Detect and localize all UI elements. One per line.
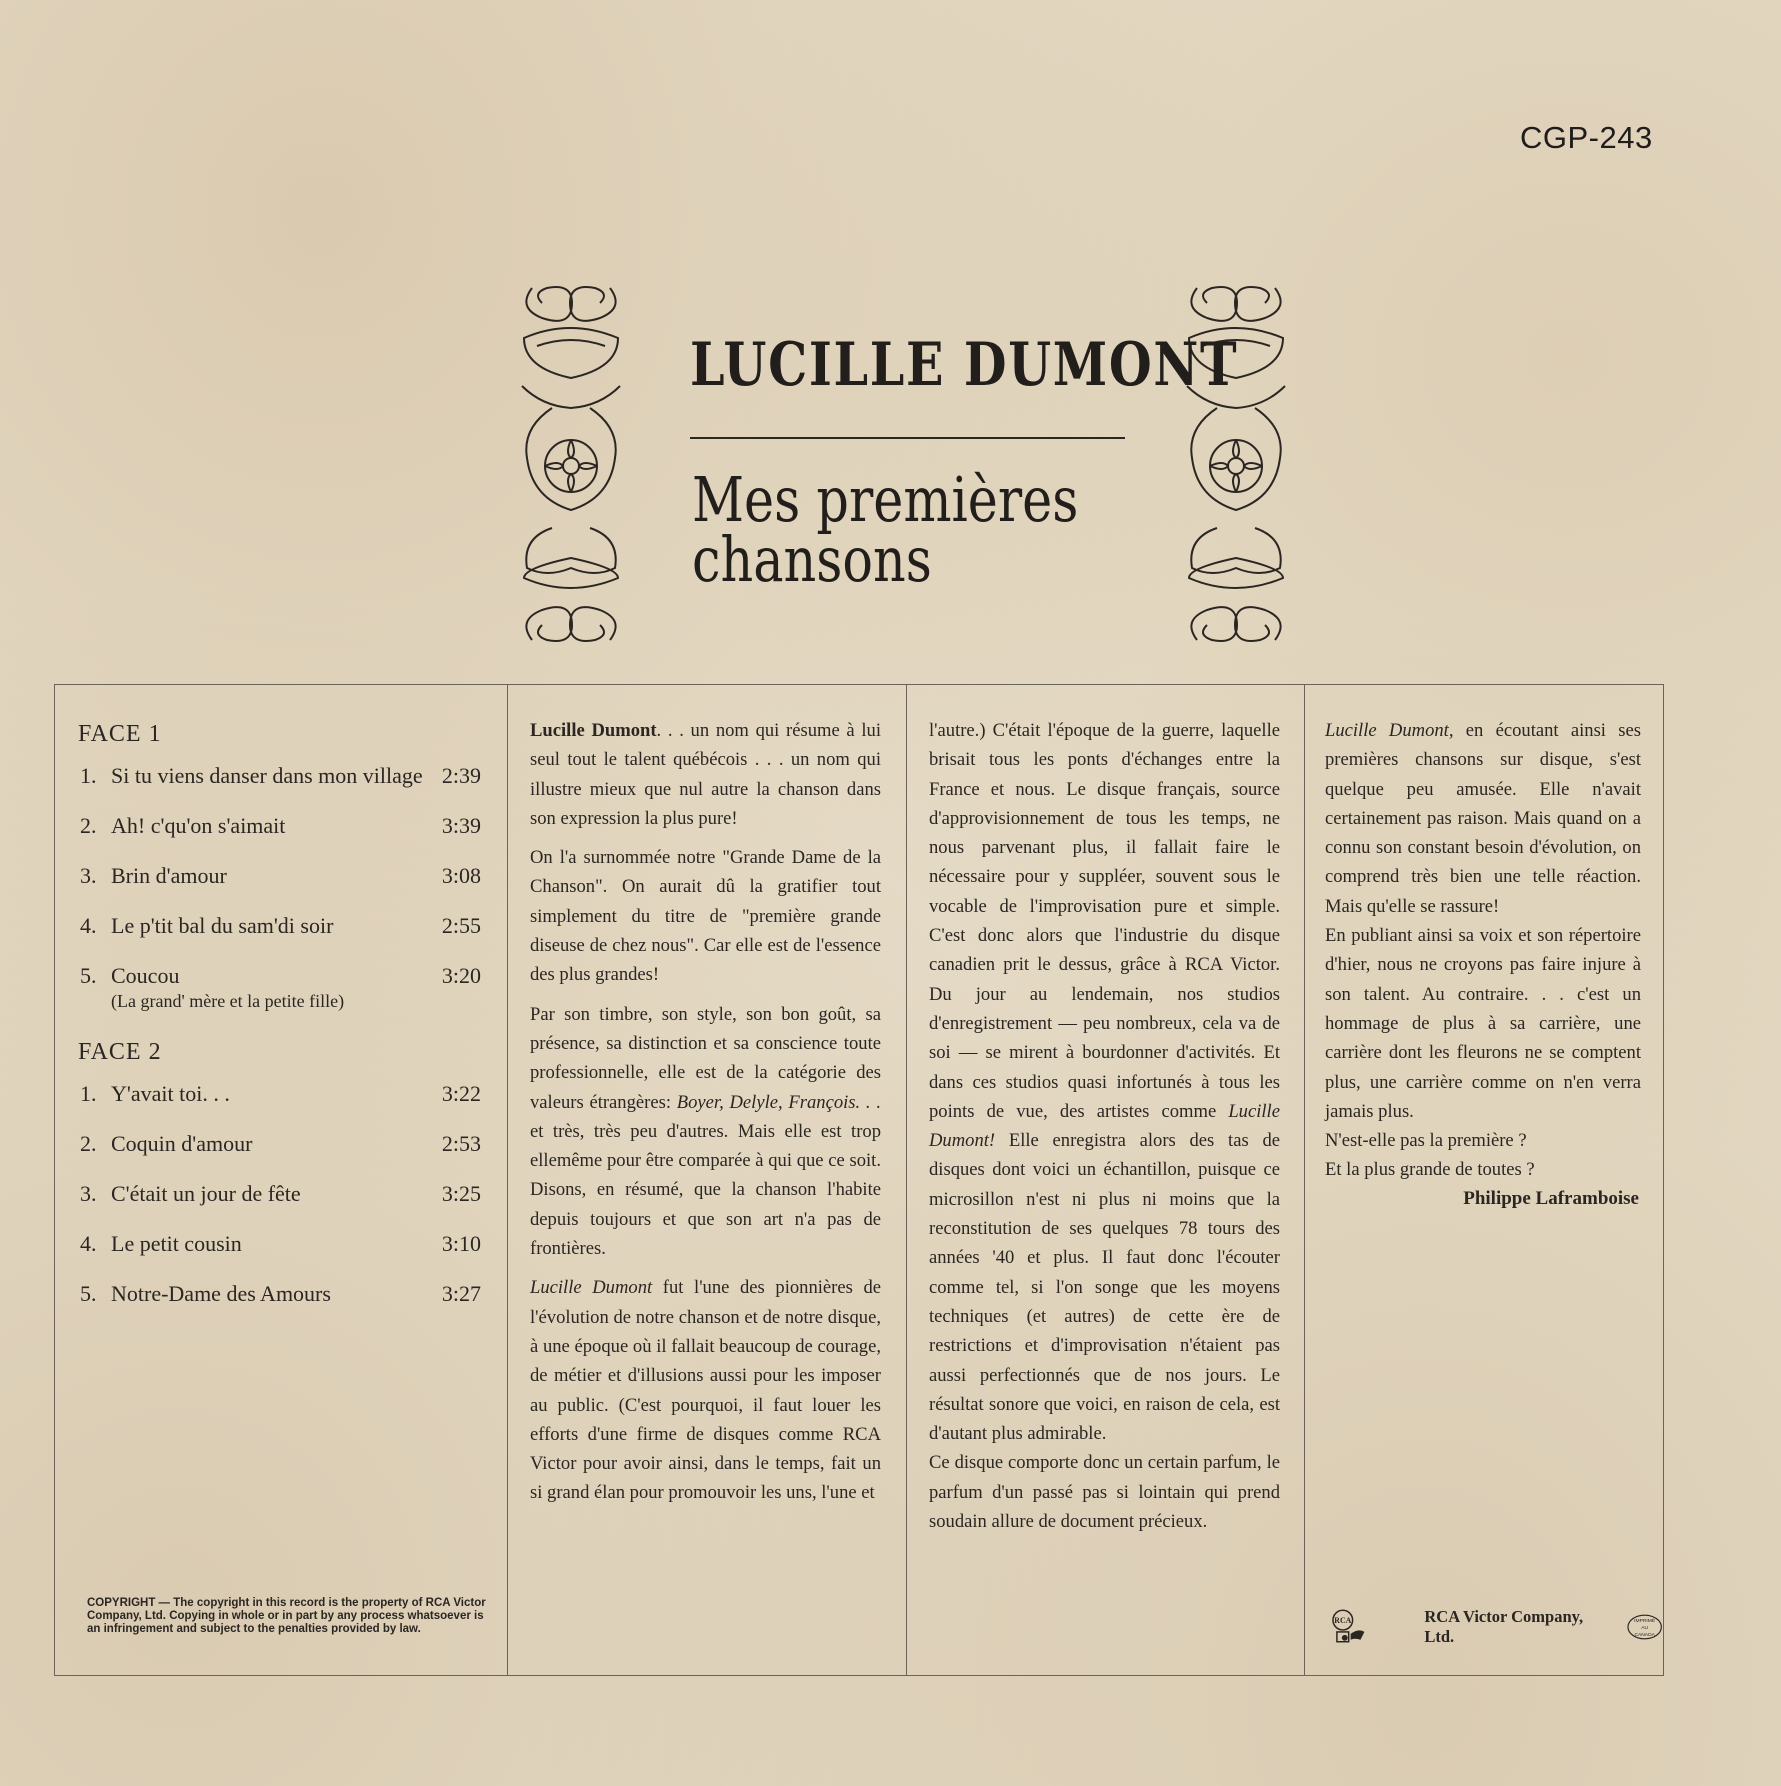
right-ornament-icon	[1177, 268, 1295, 660]
track-subtitle: (La grand' mère et la petite fille)	[111, 991, 345, 1011]
copyright-notice: COPYRIGHT — The copyright in this record is the property of RCA Victor Company, Ltd. Copying in whole or in part by any process whatsoever is an infringement and subject to the penalties provided by law.	[87, 1597, 486, 1635]
track-number: 4.	[80, 1231, 97, 1256]
liner-notes-column-1	[507, 685, 906, 1675]
track-number: 2.	[80, 1131, 97, 1156]
track-row	[55, 762, 507, 789]
artist-name-bold: Lucille Dumont	[530, 720, 657, 741]
album-title-line-2: chansons	[692, 523, 932, 596]
catalog-number: CGP-243	[1520, 120, 1653, 155]
track-row	[55, 1180, 507, 1207]
artist-name: LUCILLE DUMONT	[690, 330, 1239, 400]
track-title: Coucou	[111, 963, 180, 988]
face-1-tracklist	[55, 762, 507, 1013]
face-2-tracklist	[55, 1080, 507, 1307]
company-name: RCA Victor Company, Ltd.	[1424, 1607, 1584, 1646]
track-duration: 3:27	[441, 1281, 481, 1306]
printed-in-canada-seal-icon	[1626, 1613, 1663, 1641]
track-row	[55, 1230, 507, 1257]
track-row	[55, 1130, 507, 1157]
notes-paragraph: Par son timbre, son style, son bon goût, sa présence, sa distinction et sa conscience toute professionnelle, elle est de la catégorie des valeurs étrangères: Boyer, Delyle, François. . . et très, très peu d'autres. Mais elle est trop ellemême pour être comparée à qui que ce soit. Disons, en résumé, que la chanson l'habite depuis toujours et que son art n'a pas de frontières.	[530, 1003, 881, 1260]
track-duration: 3:10	[441, 1231, 481, 1256]
album-title	[692, 463, 1079, 596]
track-title: Ah! c'qu'on s'aimait	[111, 813, 286, 838]
track-title: Le p'tit bal du sam'di soir	[111, 913, 334, 938]
face-2-heading: FACE 2	[78, 1039, 162, 1065]
track-number: 2.	[80, 813, 97, 838]
face-1-heading: FACE 1	[78, 721, 162, 747]
track-duration: 2:53	[441, 1131, 481, 1156]
track-number: 5.	[80, 1281, 97, 1306]
tracklist-column	[55, 685, 507, 1675]
track-number: 3.	[80, 863, 97, 888]
track-row	[55, 1080, 507, 1107]
left-ornament-icon	[512, 268, 630, 660]
track-title: Si tu viens danser dans mon village	[111, 763, 423, 788]
track-duration: 3:22	[441, 1081, 481, 1106]
track-duration: 3:25	[441, 1181, 481, 1206]
track-title: Notre-Dame des Amours	[111, 1281, 331, 1306]
track-title: Le petit cousin	[111, 1231, 242, 1256]
notes-paragraph: N'est-elle pas la première ?	[1325, 1130, 1527, 1152]
liner-notes-panel	[54, 684, 1664, 1676]
notes-paragraph: Lucille Dumont. . . un nom qui résume à lui seul tout le talent québécois . . . un nom qui illustre mieux que nul autre la chanson dans son expression la plus pure!	[530, 720, 881, 829]
notes-paragraph: Et la plus grande de toutes ?	[1325, 1159, 1535, 1181]
svg-text:CANADA: CANADA	[1634, 1632, 1655, 1638]
notes-paragraph: Lucille Dumont, en écoutant ainsi ses premières chansons sur disque, s'est quelque peu amusée. Elle n'avait certainement pas raison. Mais quand on a connu son constant besoin d'évolution, on comprend très bien une telle réaction. Mais qu'elle se rassure!	[1325, 720, 1641, 917]
title-divider	[690, 437, 1125, 439]
track-duration: 2:39	[441, 763, 481, 788]
notes-paragraph: En publiant ainsi sa voix et son répertoire d'hier, nous ne croyons pas faire injure à son talent. Au contraire. . . c'est un hommage de plus à sa carrière, une carrière dont les fleurons ne se comptent plus, une carrière comme on n'en verra jamais plus.	[1325, 925, 1641, 1122]
track-number: 1.	[80, 763, 97, 788]
track-number: 1.	[80, 1081, 97, 1106]
notes-paragraph: Ce disque comporte donc un certain parfum, le parfum d'un passé pas si lointain qui prend soudain allure de document précieux.	[929, 1452, 1280, 1533]
track-duration: 3:20	[441, 963, 481, 988]
notes-paragraph: Lucille Dumont fut l'une des pionnières de l'évolution de notre chanson et de notre disque, à une époque où il fallait beaucoup de courage, de métier et d'illusions aussi pour les imposer au public. (C'est pourquoi, il faut louer les efforts d'une firme de disques comme RCA Victor pour avoir ainsi, dans le temps, fait un si grand élan pour promouvoir les uns, l'une et	[530, 1277, 882, 1504]
track-row	[55, 1280, 507, 1307]
liner-notes-column-3	[1304, 685, 1663, 1675]
liner-notes-column-2	[906, 685, 1304, 1675]
track-duration: 3:39	[441, 813, 481, 838]
track-title: Coquin d'amour	[111, 1131, 253, 1156]
track-number: 3.	[80, 1181, 97, 1206]
track-row	[55, 962, 507, 1013]
track-duration: 3:08	[441, 863, 481, 888]
rca-logo-icon	[1331, 1608, 1366, 1646]
svg-text:RCA: RCA	[1334, 1616, 1352, 1626]
track-row	[55, 912, 507, 939]
track-row	[55, 862, 507, 889]
notes-paragraph: l'autre.) C'était l'époque de la guerre, laquelle brisait tous les ponts d'échanges entre la France et nous. Le disque français, source d'approvisionnement de tous les temps, ne nous parvenant plus, il fallait faire le nécessaire pour y suppléer, souvent sous le vocable de l'improvisation pure et simple. C'est donc alors que l'industrie du disque canadien prit le dessus, grâce à RCA Victor. Du jour au lendemain, nos studios d'enregistrement — peu nombreux, cela va de soi — se mirent à bourdonner d'activités. Et dans ces studios quasi infortunés à tous les points de vue, des artistes comme Lucille Dumont! Elle enregistra alors des tas de disques dont voici un échantillon, puisque ce microsillon n'est ni plus ni moins que la reconstitution de ses quelques 78 tours des années '40 et plus. Il faut donc l'écouter comme tel, si l'on songe que les moyens techniques (et autres) de cette ère de restrictions et d'improvisation n'étaient pas aussi perfectionnés que de nos jours. Le résultat sonore que voici, en raison de cela, est d'autant plus admirable.	[929, 720, 1280, 1445]
track-title: Brin d'amour	[111, 863, 227, 888]
track-title: C'était un jour de fête	[111, 1181, 301, 1206]
album-title-line-1: Mes premières	[692, 463, 1079, 536]
track-duration: 2:55	[441, 913, 481, 938]
track-row	[55, 812, 507, 839]
record-label	[1331, 1607, 1663, 1647]
track-number: 4.	[80, 913, 97, 938]
author-signature: Philippe Laframboise	[1463, 1187, 1639, 1209]
svg-text:AU: AU	[1640, 1625, 1648, 1631]
track-title: Y'avait toi. . .	[111, 1081, 230, 1106]
track-number: 5.	[80, 963, 97, 988]
notes-paragraph: On l'a surnommée notre "Grande Dame de la Chanson". On aurait dû la gratifier tout simplement du titre de "première grande diseuse de chez nous". Car elle est de l'essence des plus grandes!	[530, 847, 881, 986]
svg-text:IMPRIMÉ: IMPRIMÉ	[1633, 1619, 1655, 1625]
